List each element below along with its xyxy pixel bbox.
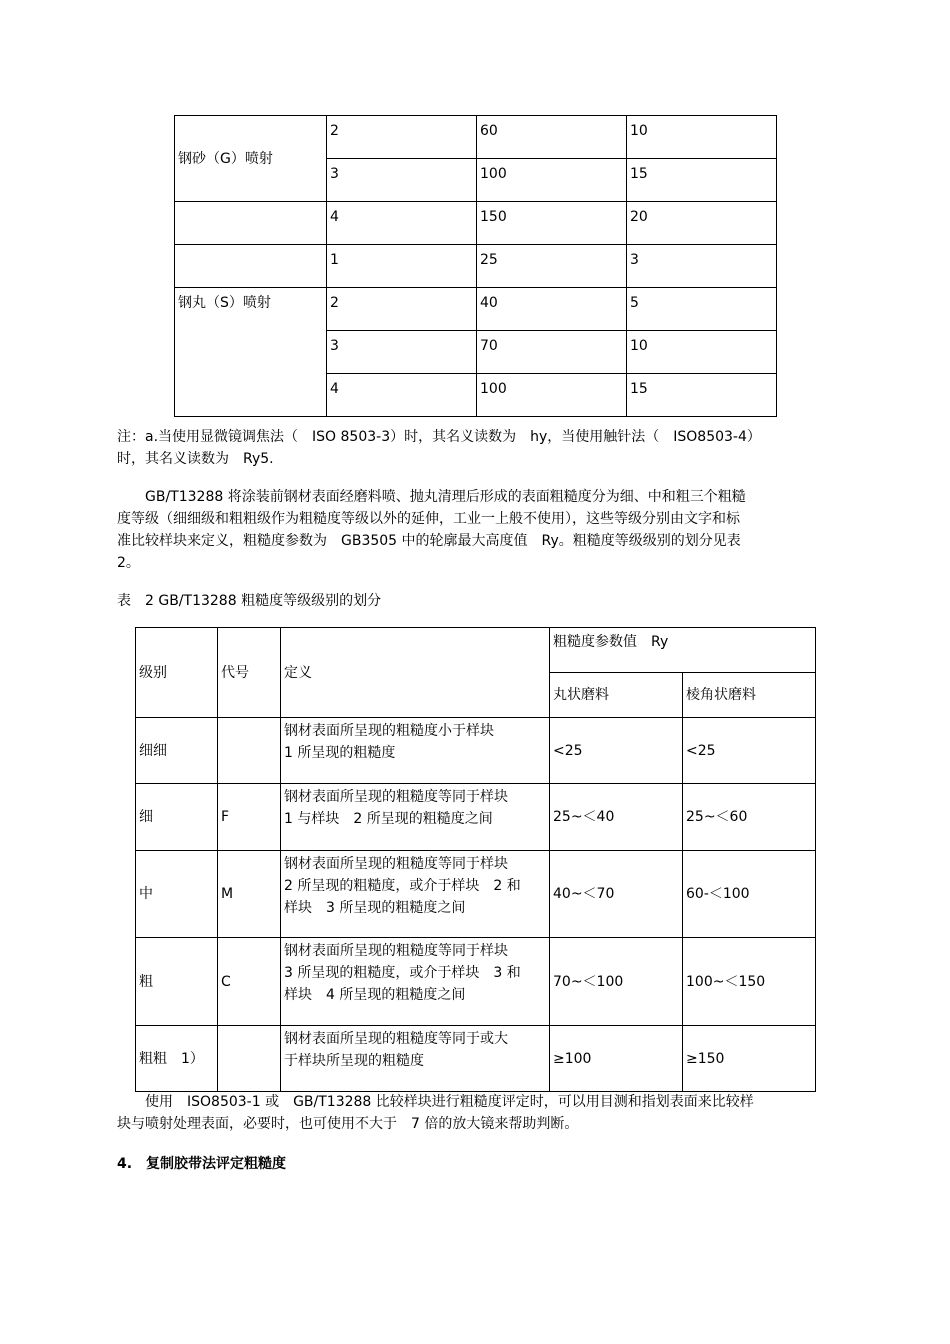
definition-line: 样块 3 所呈现的粗糙度之间 xyxy=(284,900,466,916)
level-cell: 粗粗 1） xyxy=(136,1026,218,1092)
header-shot: 丸状磨料 xyxy=(550,673,683,718)
table-cell: 2 xyxy=(327,116,477,159)
table-cell: 70 xyxy=(477,331,627,374)
definition-cell xyxy=(281,718,550,784)
table-cell: 5 xyxy=(627,288,777,331)
table-cell: 60 xyxy=(477,116,627,159)
paragraph-line: 块与喷射处理表面，必要时，也可使用不大于 7 倍的放大镜来帮助判断。 xyxy=(117,1116,579,1132)
definition-line: 3 所呈现的粗糙度，或介于样块 3 和 xyxy=(284,965,521,981)
code-cell xyxy=(218,718,281,784)
table-cell xyxy=(175,245,327,288)
grit-value: 100~＜150 xyxy=(683,938,816,1026)
definition-line: 钢材表面所呈现的粗糙度小于样块 xyxy=(284,723,494,739)
definition-line: 1 与样块 2 所呈现的粗糙度之间 xyxy=(284,811,493,827)
body-paragraph xyxy=(117,486,746,574)
code-cell: C xyxy=(218,938,281,1026)
abrasive-table xyxy=(174,115,777,417)
definition-line: 于样块所呈现的粗糙度 xyxy=(284,1053,424,1069)
table-cell: 3 xyxy=(327,159,477,202)
table-cell: 10 xyxy=(627,331,777,374)
header-definition: 定义 xyxy=(281,628,550,718)
table-cell: 25 xyxy=(477,245,627,288)
definition-line: 1 所呈现的粗糙度 xyxy=(284,745,396,761)
roughness-grade-table xyxy=(135,627,816,1092)
definition-line: 样块 4 所呈现的粗糙度之间 xyxy=(284,987,466,1003)
grit-value: <25 xyxy=(683,718,816,784)
table-row xyxy=(136,851,816,938)
grit-value: 25~＜60 xyxy=(683,784,816,851)
shot-value: 40~＜70 xyxy=(550,851,683,938)
table-cell: 20 xyxy=(627,202,777,245)
shot-value: <25 xyxy=(550,718,683,784)
paragraph-line: 度等级（细细级和粗粗级作为粗糙度等级以外的延伸，工业一上般不使用），这些等级分别由文字和标 xyxy=(117,511,740,527)
grit-value: ≥150 xyxy=(683,1026,816,1092)
level-cell: 细细 xyxy=(136,718,218,784)
table-row xyxy=(175,202,777,245)
section-heading: 4. 复制胶带法评定粗糙度 xyxy=(117,1156,287,1172)
table-note xyxy=(117,426,761,470)
table-cell: 100 xyxy=(477,159,627,202)
paragraph-line: 准比较样块来定义，粗糙度参数为 GB3505 中的轮廓最大高度值 Ry。粗糙度等级级别的划分见表 xyxy=(117,533,741,549)
level-cell: 细 xyxy=(136,784,218,851)
table-cell: 10 xyxy=(627,116,777,159)
shot-value: 70~＜100 xyxy=(550,938,683,1026)
table-cell: 150 xyxy=(477,202,627,245)
definition-line: 2 所呈现的粗糙度，或介于样块 2 和 xyxy=(284,878,521,894)
table-header-row xyxy=(136,628,816,673)
table-cell: 40 xyxy=(477,288,627,331)
definition-line: 钢材表面所呈现的粗糙度等同于样块 xyxy=(284,856,508,872)
definition-line: 钢材表面所呈现的粗糙度等同于或大 xyxy=(284,1031,508,1047)
table-cell: 15 xyxy=(627,159,777,202)
definition-cell xyxy=(281,851,550,938)
level-cell: 粗 xyxy=(136,938,218,1026)
grit-value: 60-＜100 xyxy=(683,851,816,938)
table-cell: 3 xyxy=(327,331,477,374)
header-code: 代号 xyxy=(218,628,281,718)
table-cell: 15 xyxy=(627,374,777,417)
note-line: 时，其名义读数为 Ry5. xyxy=(117,451,274,467)
table-cell: 100 xyxy=(477,374,627,417)
definition-cell xyxy=(281,1026,550,1092)
shot-value: 25~＜40 xyxy=(550,784,683,851)
table-row xyxy=(136,938,816,1026)
table-cell: 4 xyxy=(327,374,477,417)
header-param: 粗糙度参数值 Ry xyxy=(550,628,816,673)
table-row xyxy=(175,116,777,159)
table-row xyxy=(175,288,777,331)
shot-value: ≥100 xyxy=(550,1026,683,1092)
header-level: 级别 xyxy=(136,628,218,718)
code-cell xyxy=(218,1026,281,1092)
level-cell: 中 xyxy=(136,851,218,938)
header-grit: 棱角状磨料 xyxy=(683,673,816,718)
definition-cell xyxy=(281,938,550,1026)
table-cell xyxy=(175,202,327,245)
paragraph-line: GB/T13288 将涂装前钢材表面经磨料喷、抛丸清理后形成的表面粗糙度分为细、中和粗三个粗糙 xyxy=(117,489,746,505)
table-cell: 1 xyxy=(327,245,477,288)
table-row xyxy=(136,1026,816,1092)
group-steel-grit: 钢砂（G）喷射 xyxy=(175,116,327,202)
definition-line: 钢材表面所呈现的粗糙度等同于样块 xyxy=(284,943,508,959)
table-row xyxy=(175,245,777,288)
group-steel-shot: 钢丸（S）喷射 xyxy=(175,288,327,417)
definition-line: 钢材表面所呈现的粗糙度等同于样块 xyxy=(284,789,508,805)
table-row xyxy=(136,718,816,784)
table-cell: 2 xyxy=(327,288,477,331)
definition-cell xyxy=(281,784,550,851)
table-row xyxy=(136,784,816,851)
paragraph-line: 使用 ISO8503-1 或 GB/T13288 比较样块进行粗糙度评定时，可以用目测和指划表面来比较样 xyxy=(117,1094,754,1110)
table-cell: 4 xyxy=(327,202,477,245)
note-line: 注：a.当使用显微镜调焦法（ ISO 8503-3）时，其名义读数为 hy，当使用触针法（ ISO8503-4） xyxy=(117,429,761,445)
code-cell: M xyxy=(218,851,281,938)
body-paragraph xyxy=(117,1091,754,1135)
table-caption: 表 2 GB/T13288 粗糙度等级级别的划分 xyxy=(117,593,382,609)
paragraph-line: 2。 xyxy=(117,555,140,571)
code-cell: F xyxy=(218,784,281,851)
table-cell: 3 xyxy=(627,245,777,288)
